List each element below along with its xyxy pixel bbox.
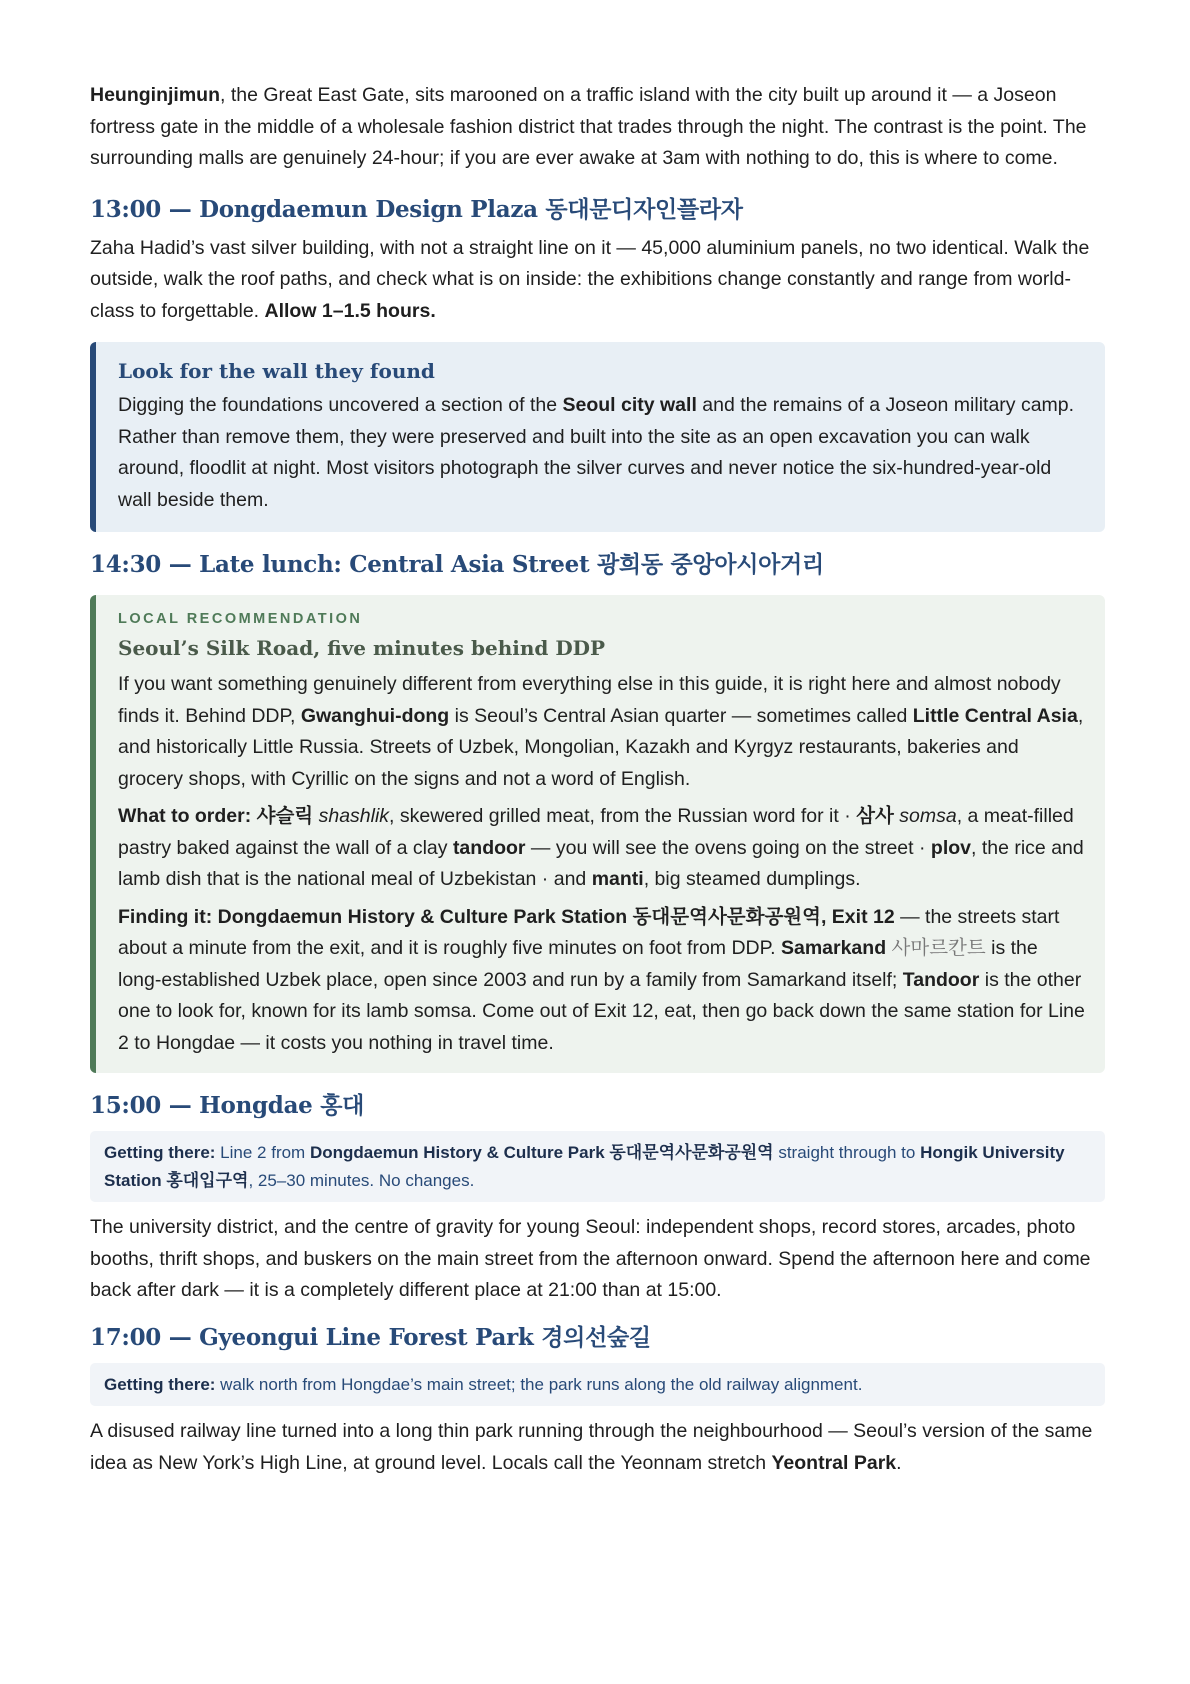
heading-hongdae: 15:00 — Hongdae 홍대 xyxy=(90,1092,365,1119)
ddp-allow: Allow 1–1.5 hours. xyxy=(264,299,436,322)
wall-callout-title: Look for the wall they found xyxy=(118,359,435,383)
lp3-b1: Finding it: Dongdaemun History & Culture Park Station 동대문역사문화공원역, Exit 12 xyxy=(118,905,895,928)
heading-lunch: 14:30 — Late lunch: Central Asia Street 광희동 중앙아시아거리 xyxy=(90,551,824,578)
lp1-t1: If you want something genuinely different from everything else in this guide, it is right here and almost nobody finds it. Behind DDP, xyxy=(118,673,1061,727)
intro-bold: Heunginjimun xyxy=(90,84,220,106)
lp2-i2: somsa xyxy=(899,805,957,827)
lp2-b1: What to order: 샤슬릭 xyxy=(118,805,314,827)
lp1-b1: Gwanghui-dong xyxy=(300,704,450,727)
hongdae-paragraph: The university district, and the centre of gravity for young Seoul: independent shops, record stores, arcades, photo booths, thrift shops, and buskers on the main street from the afternoon onward. Spend the afternoon here and come back after dark — it is a completely different place at 21:00 than at 15:00. xyxy=(90,1216,1091,1301)
page xyxy=(90,80,1105,1479)
lp2-t1: , skewered grilled meat, from the Russian word for it · xyxy=(389,805,857,827)
wall-callout-text xyxy=(118,390,1085,516)
ddp-text: Zaha Hadid’s vast silver building, with not a straight line on it — 45,000 aluminium panels, no two identical. Walk the outside, walk the roof paths, and check what is on inside: the exhibitions change constantly and range from world-class to forgettable. xyxy=(90,236,1090,322)
hongdae-getting-there xyxy=(90,1131,1105,1202)
local-kicker: LOCAL RECOMMENDATION xyxy=(118,611,363,627)
lp2-b3: tandoor xyxy=(452,836,526,859)
lp3-t3: is the other one to look for, known for its lamb somsa. Come out of Exit 12, eat, then go back down the same station for Line 2 to Hongdae — it costs you nothing in travel time. xyxy=(118,968,1085,1054)
lp2-t2: , a meat-filled pastry baked against the wall of a clay xyxy=(118,805,1074,859)
lp1-b2: Little Central Asia xyxy=(912,704,1078,727)
intro-paragraph xyxy=(90,80,1105,175)
lp2-t4: , the rice and lamb dish that is the national meal of Uzbekistan · and xyxy=(118,836,1084,890)
lp3-t1: — the streets start about a minute from the exit, and it is roughly five minutes on foot from DDP. xyxy=(118,905,1060,959)
gyeongui-note-text: walk north from Hongdae’s main street; the park runs along the old railway alignment. xyxy=(215,1374,863,1394)
local-paragraph-3 xyxy=(118,902,1085,1060)
gyeongui-paragraph xyxy=(90,1416,1105,1479)
wall-callout xyxy=(90,342,1105,532)
hongdae-note-t3: , 25–30 minutes. No changes. xyxy=(248,1170,475,1190)
lp3-b3: Tandoor xyxy=(902,968,980,991)
local-title: Seoul’s Silk Road, five minutes behind DDP xyxy=(118,636,606,660)
lp2-i1: shashlik xyxy=(318,805,390,827)
lp2-b5: manti xyxy=(591,868,644,890)
lp2-b4: plov xyxy=(930,836,971,859)
intro-text: , the Great East Gate, sits marooned on a traffic island with the city built up around it — a Joseon fortress gate in the middle of a wholesale fashion district that trades through the night. The contrast is the point. The surrounding malls are genuinely 24-hour; if you are ever awake at 3am with nothing to do, this is where to come. xyxy=(90,84,1087,169)
lp2-t5: , big steamed dumplings. xyxy=(643,868,861,890)
lp1-t2: is Seoul’s Central Asian quarter — sometimes called xyxy=(449,704,913,727)
lp2-b2: 삼사 xyxy=(856,805,894,827)
wall-b1: Seoul city wall xyxy=(562,394,697,416)
local-recommendation-box xyxy=(90,595,1105,1073)
heading-ddp: 13:00 — Dongdaemun Design Plaza 동대문디자인플라자 xyxy=(90,195,743,223)
gyeongui-note-label: Getting there: xyxy=(104,1374,216,1394)
lp2-t3: — you will see the ovens going on the street · xyxy=(525,836,931,859)
gyeongui-b1: Yeontral Park xyxy=(771,1451,897,1474)
hongdae-note-label: Getting there: xyxy=(104,1143,216,1162)
ddp-paragraph xyxy=(90,233,1105,328)
lp3-b2: Samarkand xyxy=(780,937,887,959)
gyeongui-getting-there xyxy=(90,1363,1105,1407)
wall-t1: Digging the foundations uncovered a section of the xyxy=(118,394,563,416)
hongdae-note-t1: Line 2 from xyxy=(215,1143,310,1162)
heading-gyeongui: 17:00 — Gyeongui Line Forest Park 경의선숲길 xyxy=(90,1323,651,1351)
hongdae-note-b1: Dongdaemun History & Culture Park 동대문역사문화공원역 xyxy=(309,1143,774,1162)
gyeongui-t1: A disused railway line turned into a long thin park running through the neighbourhood — Seoul’s version of the same idea as New York’s High Line, at ground level. Locals call the Yeonnam stretch xyxy=(90,1420,1093,1474)
lp3-m1: 사마르칸트 xyxy=(891,937,986,959)
wall-t2: and the remains of a Joseon military camp. Rather than remove them, they were preserved and built into the site as an open excavation you can walk around, floodlit at night. Most visitors photograph the silver curves and never notice the six-hundred-year-old wall beside them. xyxy=(118,394,1075,511)
lp3-t2: is the long-established Uzbek place, open since 2003 and run by a family from Samarkand itself; xyxy=(118,937,1038,991)
local-paragraph-1 xyxy=(118,669,1085,795)
local-paragraph-2 xyxy=(118,801,1085,896)
gyeongui-t2: . xyxy=(896,1451,902,1474)
lp1-t3: , and historically Little Russia. Streets of Uzbek, Mongolian, Kazakh and Kyrgyz restaurants, bakeries and grocery shops, with Cyrillic on the signs and not a word of English. xyxy=(118,704,1084,790)
hongdae-note-b2: Hongik University Station 홍대입구역 xyxy=(104,1143,1065,1190)
hongdae-note-t2: straight through to xyxy=(773,1143,921,1162)
